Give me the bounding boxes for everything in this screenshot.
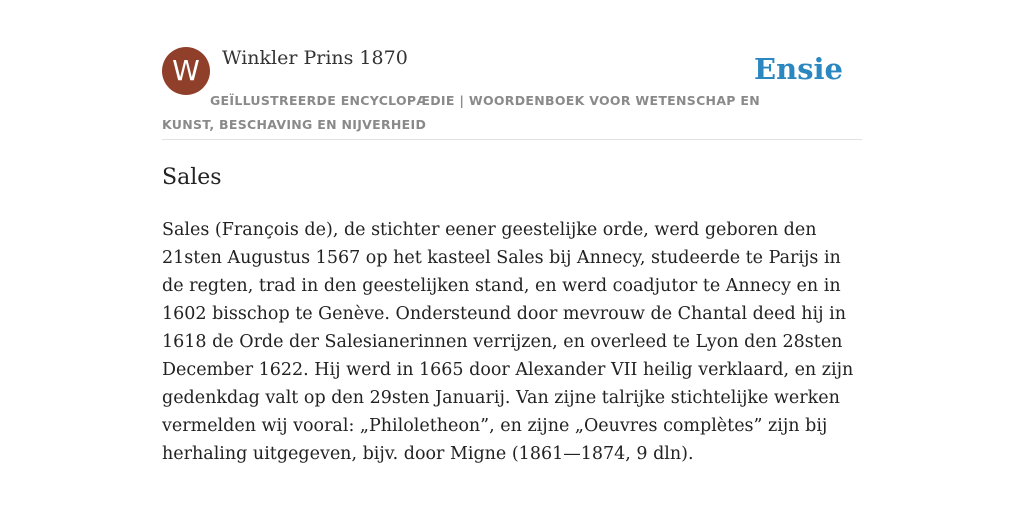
brand-logo[interactable]: Ensie — [754, 52, 843, 86]
entry-title: Sales — [162, 165, 222, 190]
avatar-letter: W — [172, 54, 200, 87]
source-title[interactable]: Winkler Prins 1870 — [222, 47, 408, 69]
source-subtitle: GEÏLLUSTREERDE ENCYCLOPÆDIE | WOORDENBOEK VOOR WETENSCHAP EN KUNST, BESCHAVING EN NIJVERHEID — [162, 93, 760, 132]
entry-body: Sales (François de), de stichter eener geestelijke orde, werd geboren den 21sten Augustus 1567 op het kasteel Sales bij Annecy, studeerde te Parijs in de regten, trad in den geestelijken stand, en werd coadjutor te Annecy en in 1602 bisschop te Genève. Ondersteund door mevrouw de Chantal deed hij in 1618 de Orde der Salesianerinnen verrijzen, en overleed te Lyon den 28sten December 1622. Hij werd in 1665 door Alexander VII heilig verklaard, en zijn gedenkdag valt op den 29sten Januarij. Van zijne talrijke stichtelijke werken vermelden wij vooral: „Philoletheon”, en zijne „Oeuvres complètes” zijn bij herhaling uitgegeven, bijv. door Migne (1861—1874, 9 dln). — [162, 220, 854, 464]
source-avatar — [162, 47, 210, 95]
header-divider — [162, 139, 862, 140]
